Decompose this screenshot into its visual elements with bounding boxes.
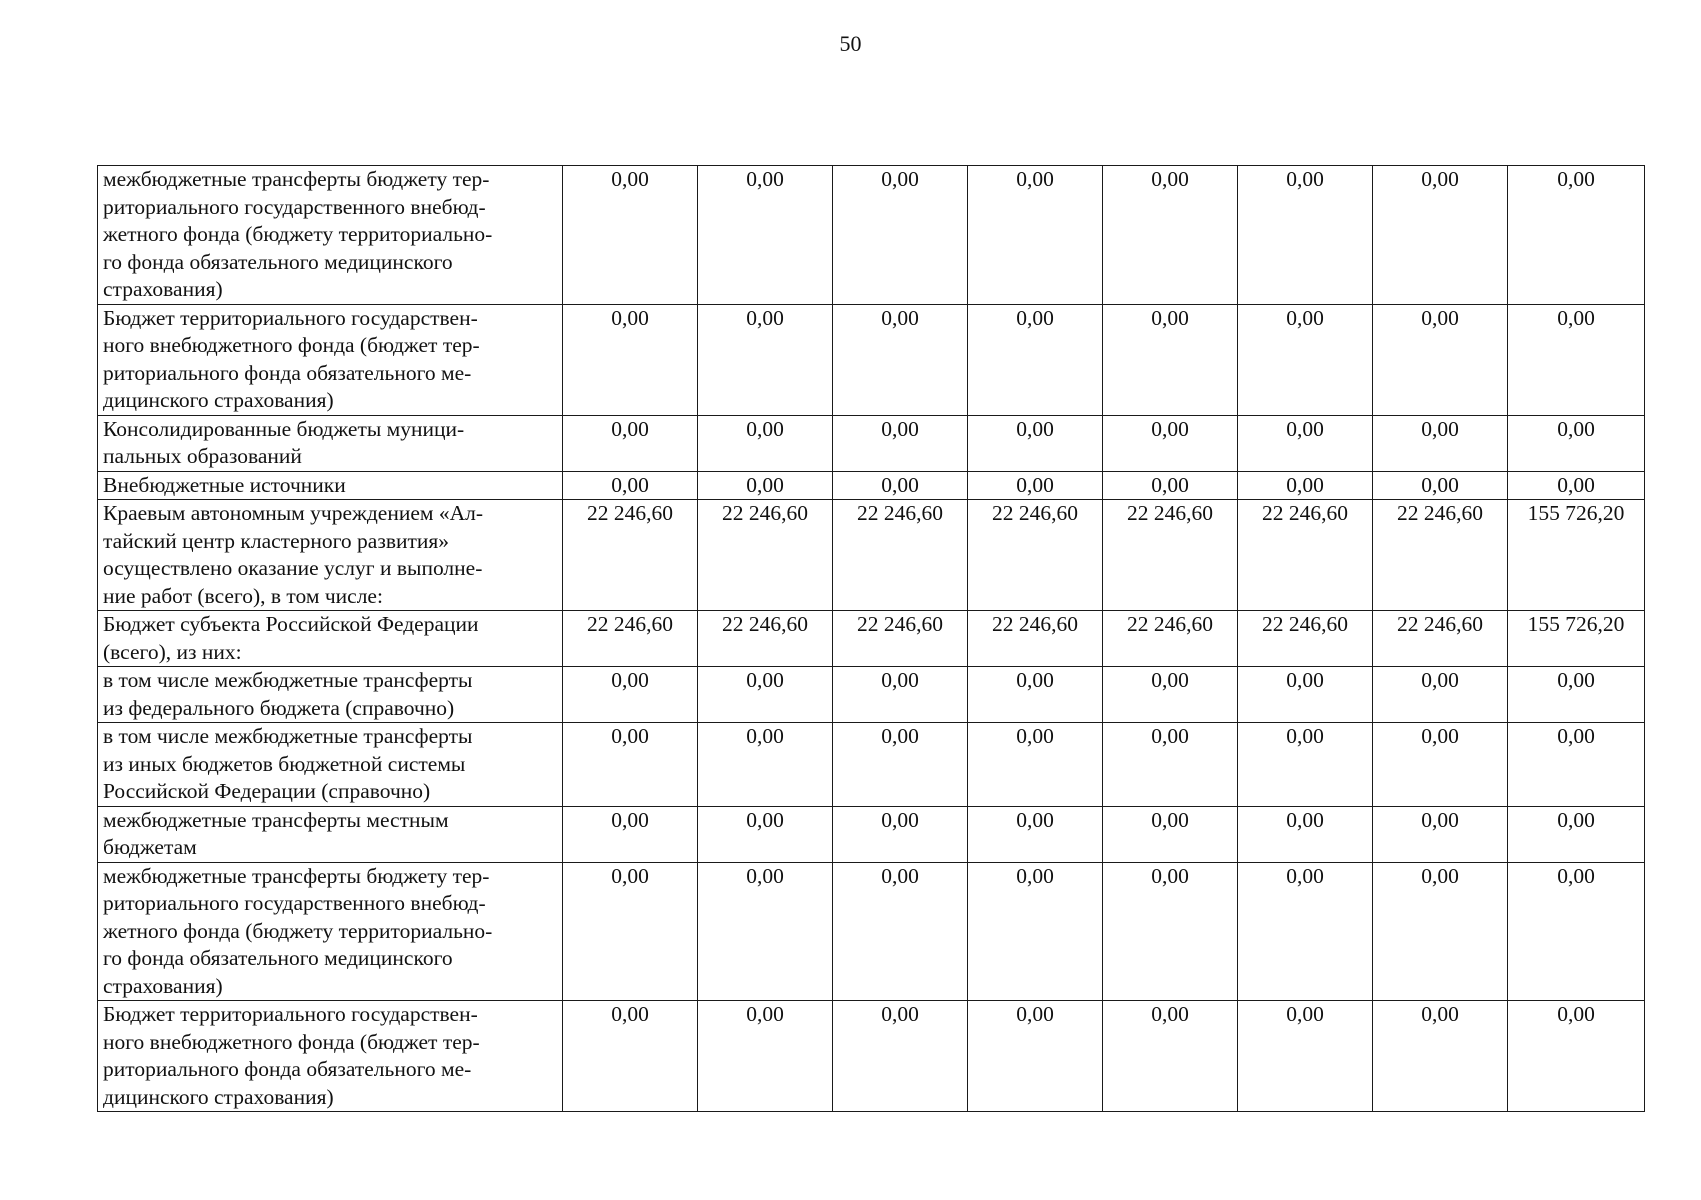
value-cell: 0,00 [1238,806,1373,862]
value-cell: 0,00 [563,166,698,305]
value-cell: 22 246,60 [833,500,968,611]
value-cell: 0,00 [1508,415,1645,471]
value-cell: 0,00 [563,723,698,807]
row-label-cell [98,304,563,415]
value-cell: 22 246,60 [563,611,698,667]
row-label-line: риториального государственного внебюд- [103,891,486,915]
table-body [98,166,1645,1112]
row-label-line: риториального фонда обязательного ме- [103,1057,472,1081]
value-cell: 22 246,60 [563,500,698,611]
value-cell: 0,00 [1373,166,1508,305]
row-label-line: го фонда обязательного медицинского [103,946,453,970]
value-cell: 0,00 [1508,723,1645,807]
row-label-line: (всего), из них: [103,639,242,664]
value-cell: 0,00 [833,667,968,723]
value-cell: 22 246,60 [833,611,968,667]
row-label-line: межбюджетные трансферты бюджету тер- [103,863,490,888]
value-cell: 0,00 [1238,1001,1373,1112]
value-cell: 0,00 [1373,304,1508,415]
row-label-line: риториального фонда обязательного ме- [103,360,472,385]
value-cell: 0,00 [1103,862,1238,1001]
value-cell: 0,00 [1238,862,1373,1001]
row-label-line: бюджетам [103,835,197,859]
value-cell: 0,00 [563,415,698,471]
value-cell: 0,00 [1238,166,1373,305]
table-row [98,471,1645,500]
row-label-line: Российской Федерации (справочно) [103,779,431,803]
value-cell: 0,00 [1508,667,1645,723]
value-cell: 0,00 [563,304,698,415]
row-label-line: ного внебюджетного фонда (бюджет тер- [103,1029,480,1054]
value-cell: 0,00 [833,166,968,305]
value-cell: 0,00 [1373,415,1508,471]
value-cell: 22 246,60 [1103,500,1238,611]
row-label-line: дицинского страхования) [103,388,334,412]
value-cell: 22 246,60 [698,611,833,667]
row-label-cell [98,611,563,667]
row-label-line: Краевым автономным учреждением «Ал- [103,501,484,525]
value-cell: 0,00 [1373,1001,1508,1112]
value-cell: 0,00 [1508,304,1645,415]
table-row [98,1001,1645,1112]
value-cell: 0,00 [698,723,833,807]
value-cell: 0,00 [1508,1001,1645,1112]
page-number: 50 [839,31,862,56]
value-cell: 22 246,60 [968,500,1103,611]
value-cell: 0,00 [833,1001,968,1112]
value-cell: 0,00 [968,304,1103,415]
value-cell: 0,00 [968,1001,1103,1112]
table-row [98,611,1645,667]
row-label-cell [98,415,563,471]
value-cell: 0,00 [1103,806,1238,862]
row-label-cell [98,1001,563,1112]
value-cell: 0,00 [1373,806,1508,862]
row-label-line: пальных образований [103,444,302,468]
value-cell: 0,00 [1373,862,1508,1001]
value-cell: 0,00 [698,862,833,1001]
row-label-line: в том числе межбюджетные трансферты [103,668,473,692]
value-cell: 155 726,20 [1508,611,1645,667]
row-label-line: ние работ (всего), в том числе: [103,583,383,608]
row-label-line: тайский центр кластерного развития» [103,528,450,553]
table-row [98,166,1645,305]
value-cell: 0,00 [698,415,833,471]
value-cell: 0,00 [833,304,968,415]
row-label-cell [98,806,563,862]
row-label-line: го фонда обязательного медицинского [103,249,453,274]
value-cell: 0,00 [1103,415,1238,471]
value-cell: 22 246,60 [1373,611,1508,667]
value-cell: 0,00 [698,667,833,723]
row-label-line: дицинского страхования) [103,1084,334,1109]
value-cell: 0,00 [1103,1001,1238,1112]
row-label-line: в том числе межбюджетные трансферты [103,724,473,748]
row-label-cell [98,166,563,305]
row-label-line: Внебюджетные источники [103,472,346,497]
value-cell: 22 246,60 [968,611,1103,667]
value-cell: 0,00 [968,723,1103,807]
value-cell: 0,00 [968,415,1103,471]
value-cell: 0,00 [968,471,1103,500]
value-cell: 0,00 [1238,304,1373,415]
value-cell: 0,00 [563,471,698,500]
row-label-cell [98,500,563,611]
row-label-line: ного внебюджетного фонда (бюджет тер- [103,333,480,357]
value-cell: 0,00 [698,1001,833,1112]
row-label-line: межбюджетные трансферты местным [103,807,449,832]
budget-table [97,165,1645,1112]
value-cell: 0,00 [1373,471,1508,500]
value-cell: 0,00 [1508,862,1645,1001]
value-cell: 22 246,60 [1373,500,1508,611]
row-label-cell [98,471,563,500]
row-label-line: Бюджет территориального государствен- [103,305,478,330]
row-label-line: межбюджетные трансферты бюджету тер- [103,167,490,191]
row-label-line: из федерального бюджета (справочно) [103,695,455,720]
value-cell: 0,00 [563,667,698,723]
value-cell: 0,00 [833,862,968,1001]
value-cell: 0,00 [698,304,833,415]
value-cell: 0,00 [1373,667,1508,723]
value-cell: 0,00 [1508,806,1645,862]
row-label-line: Бюджет территориального государствен- [103,1002,478,1026]
value-cell: 0,00 [1103,166,1238,305]
value-cell: 0,00 [833,806,968,862]
value-cell: 0,00 [698,806,833,862]
value-cell: 0,00 [833,723,968,807]
table-row [98,500,1645,611]
table-row [98,806,1645,862]
value-cell: 22 246,60 [1238,611,1373,667]
value-cell: 0,00 [968,862,1103,1001]
row-label-line: жетного фонда (бюджету территориально- [103,222,493,246]
table-row [98,304,1645,415]
row-label-cell [98,862,563,1001]
value-cell: 0,00 [1103,304,1238,415]
value-cell: 0,00 [563,1001,698,1112]
value-cell: 0,00 [1103,723,1238,807]
table-row [98,415,1645,471]
value-cell: 0,00 [698,471,833,500]
value-cell: 22 246,60 [698,500,833,611]
value-cell: 0,00 [833,415,968,471]
value-cell: 0,00 [968,166,1103,305]
row-label-line: Консолидированные бюджеты муници- [103,416,465,441]
row-label-line: жетного фонда (бюджету территориально- [103,918,493,943]
value-cell: 0,00 [1103,667,1238,723]
value-cell: 0,00 [968,806,1103,862]
table-row [98,862,1645,1001]
value-cell: 0,00 [1373,723,1508,807]
row-label-line: риториального государственного внебюд- [103,194,486,219]
row-label-line: страхования) [103,973,223,998]
value-cell: 0,00 [698,166,833,305]
row-label-line: из иных бюджетов бюджетной системы [103,751,466,776]
table-row [98,723,1645,807]
row-label-cell [98,723,563,807]
value-cell: 0,00 [563,806,698,862]
value-cell: 0,00 [968,667,1103,723]
value-cell: 0,00 [833,471,968,500]
value-cell: 0,00 [1238,471,1373,500]
value-cell: 0,00 [1508,166,1645,305]
value-cell: 155 726,20 [1508,500,1645,611]
table-row [98,667,1645,723]
value-cell: 0,00 [1103,471,1238,500]
value-cell: 0,00 [1238,667,1373,723]
row-label-cell [98,667,563,723]
value-cell: 22 246,60 [1238,500,1373,611]
value-cell: 0,00 [1508,471,1645,500]
row-label-line: Бюджет субъекта Российской Федерации [103,612,479,636]
value-cell: 0,00 [1238,723,1373,807]
row-label-line: страхования) [103,277,223,301]
row-label-line: осуществлено оказание услуг и выполне- [103,556,483,580]
value-cell: 22 246,60 [1103,611,1238,667]
value-cell: 0,00 [563,862,698,1001]
value-cell: 0,00 [1238,415,1373,471]
budget-table-container [97,165,1644,1112]
